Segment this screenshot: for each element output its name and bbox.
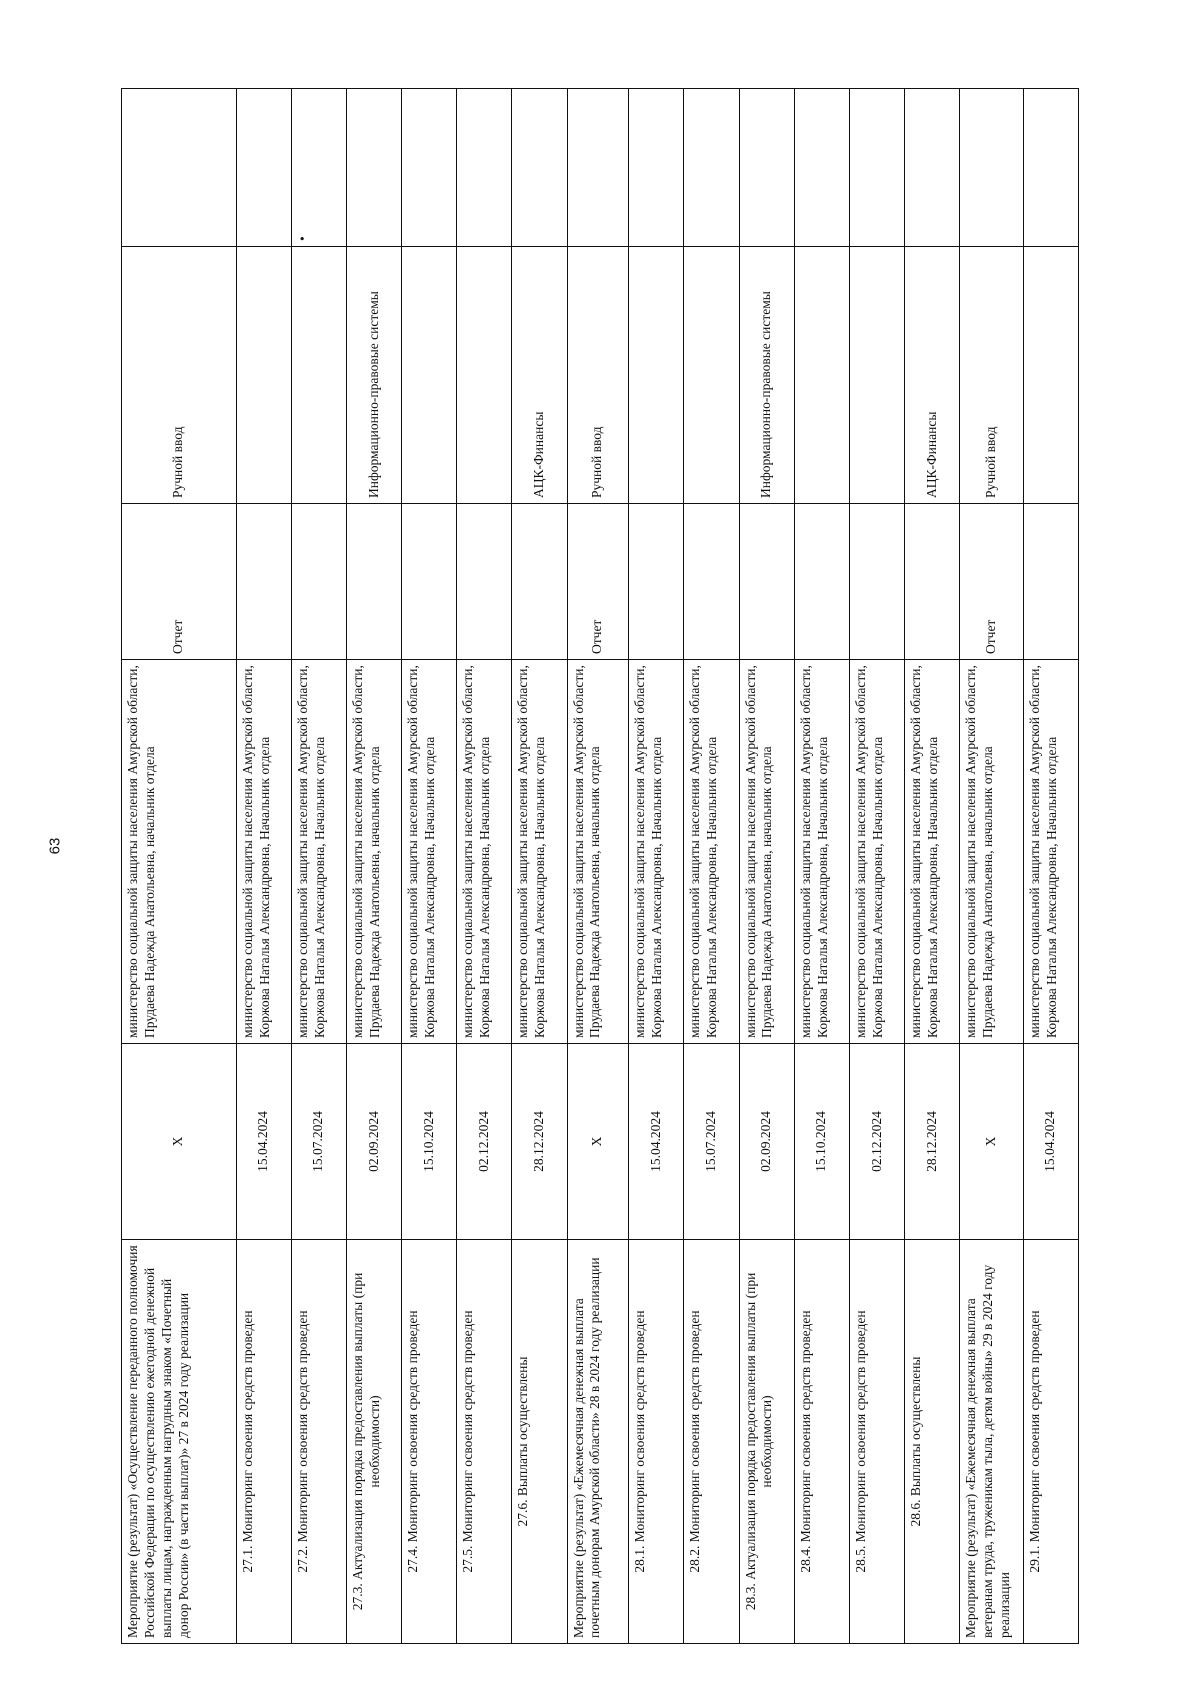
responsible-cell: министерство социальной защиты населения Амурской области, Коржова Наталья Александровна, Начальник отдела xyxy=(457,660,512,1044)
date-cell: 15.04.2024 xyxy=(236,1044,291,1240)
date-cell: 02.12.2024 xyxy=(457,1044,512,1240)
table-row xyxy=(684,89,739,1644)
document-type-cell xyxy=(402,504,457,660)
extra-cell xyxy=(457,89,512,247)
table-row xyxy=(739,89,794,1644)
document-type-cell xyxy=(512,504,567,660)
extra-cell xyxy=(905,89,960,247)
document-type-cell: Отчет xyxy=(567,504,629,660)
activity-name-cell: Мероприятие (результат) «Ежемесячная денежная выплата ветеранам труда, труженикам тыла, детям войны» 29 в 2024 году реализации xyxy=(960,1240,1024,1644)
extra-cell: • xyxy=(291,89,346,247)
document-type-cell xyxy=(291,504,346,660)
table-row xyxy=(236,89,291,1644)
data-source-cell: Ручной ввод xyxy=(960,247,1024,504)
data-source-cell: Информационно-правовые системы xyxy=(346,247,401,504)
document-type-cell xyxy=(236,504,291,660)
responsible-cell: министерство социальной защиты населения Амурской области, Коржова Наталья Александровна, Начальник отдела xyxy=(849,660,904,1044)
table-row xyxy=(629,89,684,1644)
document-type-cell xyxy=(684,504,739,660)
document-type-cell xyxy=(849,504,904,660)
document-type-cell: Отчет xyxy=(122,504,237,660)
date-cell: 28.12.2024 xyxy=(905,1044,960,1240)
data-source-cell xyxy=(291,247,346,504)
responsible-cell: министерство социальной защиты населения Амурской области, Коржова Наталья Александровна, Начальник отдела xyxy=(629,660,684,1044)
table-row xyxy=(512,89,567,1644)
responsible-cell: министерство социальной защиты населения Амурской области, Коржова Наталья Александровна, Начальник отдела xyxy=(905,660,960,1044)
table-row xyxy=(1023,89,1078,1644)
responsible-cell: министерство социальной защиты населения Амурской области, Коржова Наталья Александровна, Начальник отдела xyxy=(1023,660,1078,1044)
responsible-cell: министерство социальной защиты населения Амурской области, Прудаева Надежда Анатольевна, начальник отдела xyxy=(567,660,629,1044)
extra-cell xyxy=(402,89,457,247)
extra-cell xyxy=(512,89,567,247)
data-source-cell: Ручной ввод xyxy=(122,247,237,504)
data-source-cell xyxy=(236,247,291,504)
extra-cell xyxy=(122,89,237,247)
date-cell: 28.12.2024 xyxy=(512,1044,567,1240)
document-type-cell xyxy=(1023,504,1078,660)
responsible-cell: министерство социальной защиты населения Амурской области, Коржова Наталья Александровна, Начальник отдела xyxy=(402,660,457,1044)
data-source-cell xyxy=(849,247,904,504)
data-source-cell xyxy=(684,247,739,504)
activity-name-cell: 28.4. Мониторинг освоения средств проведен xyxy=(794,1240,849,1644)
responsible-cell: министерство социальной защиты населения Амурской области, Коржова Наталья Александровна, Начальник отдела xyxy=(512,660,567,1044)
data-source-cell xyxy=(794,247,849,504)
date-cell: 15.07.2024 xyxy=(684,1044,739,1240)
extra-cell xyxy=(346,89,401,247)
date-cell: 15.10.2024 xyxy=(794,1044,849,1240)
activity-name-cell: 28.6. Выплаты осуществлены xyxy=(905,1240,960,1644)
plan-table xyxy=(121,88,1079,1644)
activity-name-cell: 28.3. Актуализация порядка предоставления выплаты (при необходимости) xyxy=(739,1240,794,1644)
table-row xyxy=(291,89,346,1644)
data-source-cell xyxy=(1023,247,1078,504)
activity-name-cell: 27.2. Мониторинг освоения средств проведен xyxy=(291,1240,346,1644)
activity-name-cell: 27.1. Мониторинг освоения средств проведен xyxy=(236,1240,291,1644)
extra-cell xyxy=(629,89,684,247)
date-cell: 15.04.2024 xyxy=(629,1044,684,1240)
table-row xyxy=(794,89,849,1644)
date-cell: 15.07.2024 xyxy=(291,1044,346,1240)
date-cell: X xyxy=(567,1044,629,1240)
document-type-cell xyxy=(457,504,512,660)
activity-name-cell: 27.4. Мониторинг освоения средств проведен xyxy=(402,1240,457,1644)
document-type-cell xyxy=(794,504,849,660)
responsible-cell: министерство социальной защиты населения Амурской области, Коржова Наталья Александровна, Начальник отдела xyxy=(236,660,291,1044)
activity-name-cell: Мероприятие (результат) «Ежемесячная денежная выплата почетным донорам Амурской области» 28 в 2024 году реализации xyxy=(567,1240,629,1644)
activity-name-cell: Мероприятие (результат) «Осуществление переданного полномочия Российской Федерации по осуществлению ежегодной денежной выплаты лицам, награжденным нагрудным знаком «Почетный донор России» (в части выплат)» 27 в 2024 году реализации xyxy=(122,1240,237,1644)
extra-cell xyxy=(236,89,291,247)
table-row xyxy=(960,89,1024,1644)
date-cell: X xyxy=(960,1044,1024,1240)
date-cell: 02.09.2024 xyxy=(346,1044,401,1240)
table-row xyxy=(849,89,904,1644)
table-row xyxy=(122,89,237,1644)
document-type-cell xyxy=(739,504,794,660)
responsible-cell: министерство социальной защиты населения Амурской области, Коржова Наталья Александровна, Начальник отдела xyxy=(684,660,739,1044)
document-type-cell xyxy=(346,504,401,660)
table-row xyxy=(346,89,401,1644)
table-row xyxy=(402,89,457,1644)
responsible-cell: министерство социальной защиты населения Амурской области, Коржова Наталья Александровна, Начальник отдела xyxy=(291,660,346,1044)
page-number: 63 xyxy=(46,837,64,855)
activity-name-cell: 28.2. Мониторинг освоения средств проведен xyxy=(684,1240,739,1644)
activity-name-cell: 27.3. Актуализация порядка предоставления выплаты (при необходимости) xyxy=(346,1240,401,1644)
responsible-cell: министерство социальной защиты населения Амурской области, Прудаева Надежда Анатольевна, начальник отдела xyxy=(960,660,1024,1044)
responsible-cell: министерство социальной защиты населения Амурской области, Коржова Наталья Александровна, Начальник отдела xyxy=(794,660,849,1044)
extra-cell xyxy=(794,89,849,247)
document-type-cell xyxy=(905,504,960,660)
table-row xyxy=(905,89,960,1644)
data-source-cell xyxy=(457,247,512,504)
table-row xyxy=(567,89,629,1644)
date-cell: 02.09.2024 xyxy=(739,1044,794,1240)
rotated-table-container xyxy=(121,89,1079,1644)
extra-cell xyxy=(739,89,794,247)
date-cell: X xyxy=(122,1044,237,1240)
document-type-cell: Отчет xyxy=(960,504,1024,660)
activity-name-cell: 28.5. Мониторинг освоения средств проведен xyxy=(849,1240,904,1644)
date-cell: 02.12.2024 xyxy=(849,1044,904,1240)
extra-cell xyxy=(684,89,739,247)
date-cell: 15.04.2024 xyxy=(1023,1044,1078,1240)
extra-cell xyxy=(567,89,629,247)
data-source-cell xyxy=(402,247,457,504)
date-cell: 15.10.2024 xyxy=(402,1044,457,1240)
document-type-cell xyxy=(629,504,684,660)
activity-name-cell: 29.1. Мониторинг освоения средств проведен xyxy=(1023,1240,1078,1644)
data-source-cell: Информационно-правовые системы xyxy=(739,247,794,504)
responsible-cell: министерство социальной защиты населения Амурской области, Прудаева Надежда Анатольевна, начальник отдела xyxy=(346,660,401,1044)
data-source-cell xyxy=(629,247,684,504)
activity-name-cell: 27.6. Выплаты осуществлены xyxy=(512,1240,567,1644)
extra-cell xyxy=(1023,89,1078,247)
data-source-cell: АЦК-Финансы xyxy=(512,247,567,504)
activity-name-cell: 27.5. Мониторинг освоения средств проведен xyxy=(457,1240,512,1644)
data-source-cell: АЦК-Финансы xyxy=(905,247,960,504)
extra-cell xyxy=(849,89,904,247)
plan-table-body xyxy=(122,89,1079,1644)
table-row xyxy=(457,89,512,1644)
responsible-cell: министерство социальной защиты населения Амурской области, Прудаева Надежда Анатольевна, начальник отдела xyxy=(739,660,794,1044)
activity-name-cell: 28.1. Мониторинг освоения средств проведен xyxy=(629,1240,684,1644)
extra-cell xyxy=(960,89,1024,247)
data-source-cell: Ручной ввод xyxy=(567,247,629,504)
responsible-cell: министерство социальной защиты населения Амурской области, Прудаева Надежда Анатольевна, начальник отдела xyxy=(122,660,237,1044)
